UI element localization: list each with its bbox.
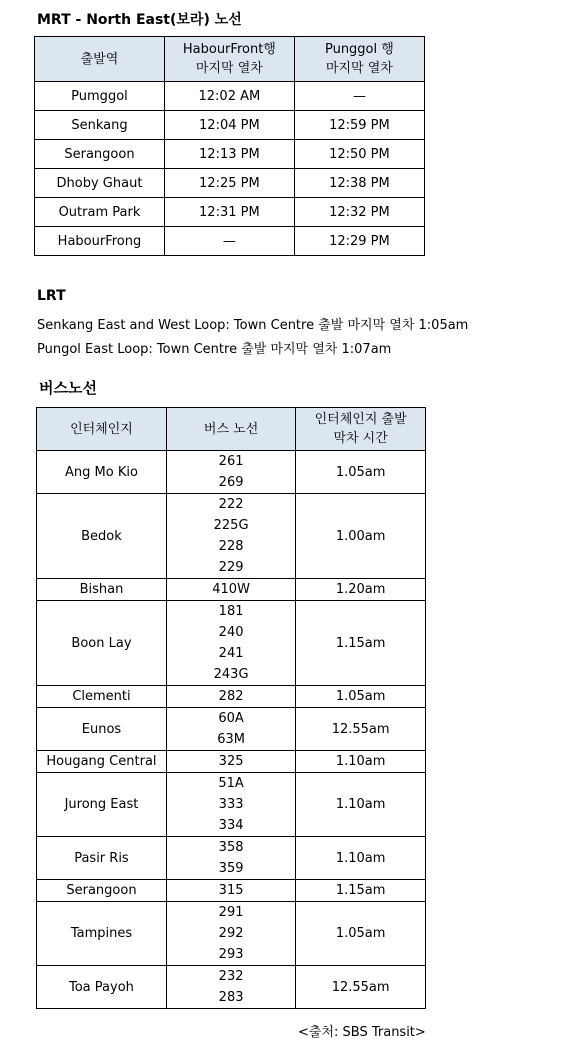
bus-row — [37, 686, 426, 708]
bus-route-number: 358 — [218, 840, 244, 855]
bus-route-number: 241 — [218, 646, 244, 661]
bus-row — [37, 451, 426, 494]
bus-interchange-cell: Pasir Ris — [37, 837, 167, 880]
mrt-header-row — [35, 37, 425, 82]
bus-route-number: 291 — [218, 905, 244, 920]
bus-interchange-cell: Hougang Central — [37, 751, 167, 773]
bus-last-time-cell: 1.00am — [296, 494, 426, 579]
mrt-station-cell: Senkang — [35, 111, 165, 140]
bus-routes-cell — [166, 902, 295, 966]
bus-routes-cell — [166, 880, 295, 902]
bus-route-number: 240 — [218, 625, 244, 640]
mrt-punggol-time-cell: — — [294, 82, 424, 111]
bus-route-number: 181 — [218, 604, 244, 619]
mrt-habourfront-time-cell: 12:02 AM — [164, 82, 294, 111]
bus-interchange-cell: Ang Mo Kio — [37, 451, 167, 494]
bus-route-number: 334 — [218, 818, 244, 833]
mrt-punggol-time-cell: 12:32 PM — [294, 198, 424, 227]
bus-route-number: 325 — [218, 754, 244, 769]
mrt-row — [35, 82, 425, 111]
bus-route-number: 282 — [218, 689, 244, 704]
bus-row — [37, 708, 426, 751]
bus-route-number: 63M — [217, 732, 245, 747]
bus-row — [37, 966, 426, 1009]
mrt-station-cell: Dhoby Ghaut — [35, 169, 165, 198]
bus-header-row — [37, 408, 426, 451]
bus-route-number: 293 — [218, 947, 244, 962]
bus-route-number: 51A — [218, 776, 244, 791]
bus-last-time-cell: 1.05am — [296, 686, 426, 708]
bus-last-time-cell: 12.55am — [296, 708, 426, 751]
bus-route-number: 315 — [218, 883, 244, 898]
bus-last-time-cell: 1.15am — [296, 601, 426, 686]
bus-last-time-cell: 1.10am — [296, 751, 426, 773]
bus-row — [37, 902, 426, 966]
lrt-section-title: LRT — [37, 288, 66, 304]
bus-route-number: 60A — [218, 711, 244, 726]
bus-last-time-cell: 12.55am — [296, 966, 426, 1009]
bus-row — [37, 494, 426, 579]
bus-routes-cell — [166, 708, 295, 751]
bus-route-number: 222 — [218, 497, 244, 512]
bus-interchange-cell: Tampines — [37, 902, 167, 966]
mrt-section-title: MRT - North East(보라) 노선 — [37, 12, 242, 28]
bus-routes-cell — [166, 494, 295, 579]
source-credit: <출처: SBS Transit> — [298, 1025, 426, 1040]
mrt-punggol-time-cell: 12:59 PM — [294, 111, 424, 140]
bus-routes-cell — [166, 601, 295, 686]
mrt-station-cell: Pumggol — [35, 82, 165, 111]
mrt-habourfront-time-cell: 12:31 PM — [164, 198, 294, 227]
mrt-header-habourfront: HabourFront행 마지막 열차 — [164, 37, 294, 82]
bus-routes-cell — [166, 579, 295, 601]
bus-routes-cell — [166, 837, 295, 880]
bus-route-number: 225G — [213, 518, 249, 533]
bus-routes-cell — [166, 686, 295, 708]
bus-route-number: 229 — [218, 560, 244, 575]
lrt-line-2: Pungol East Loop: Town Centre 출발 마지막 열차 1:07am — [37, 342, 392, 357]
mrt-punggol-time-cell: 12:38 PM — [294, 169, 424, 198]
bus-interchange-cell: Serangoon — [37, 880, 167, 902]
mrt-station-cell: HabourFrong — [35, 227, 165, 256]
mrt-habourfront-time-cell: 12:13 PM — [164, 140, 294, 169]
bus-interchange-cell: Eunos — [37, 708, 167, 751]
bus-last-time-cell: 1.10am — [296, 773, 426, 837]
mrt-row — [35, 227, 425, 256]
bus-header-last-time: 인터체인지 출발 막차 시간 — [296, 408, 426, 451]
bus-routes-cell — [166, 966, 295, 1009]
bus-interchange-cell: Toa Payoh — [37, 966, 167, 1009]
bus-interchange-cell: Bedok — [37, 494, 167, 579]
mrt-habourfront-time-cell: — — [164, 227, 294, 256]
mrt-punggol-time-cell: 12:50 PM — [294, 140, 424, 169]
bus-route-number: 269 — [218, 475, 244, 490]
bus-section-title: 버스노선 — [39, 379, 97, 397]
bus-route-number: 359 — [218, 861, 244, 876]
mrt-punggol-time-cell: 12:29 PM — [294, 227, 424, 256]
bus-route-number: 283 — [218, 990, 244, 1005]
bus-route-number: 232 — [218, 969, 244, 984]
mrt-row — [35, 169, 425, 198]
bus-last-service-table — [36, 407, 426, 1009]
bus-last-time-cell: 1.15am — [296, 880, 426, 902]
bus-routes-cell — [166, 451, 295, 494]
bus-route-number: 292 — [218, 926, 244, 941]
bus-interchange-cell: Bishan — [37, 579, 167, 601]
mrt-header-station: 출발역 — [35, 37, 165, 82]
bus-interchange-cell: Jurong East — [37, 773, 167, 837]
bus-interchange-cell: Boon Lay — [37, 601, 167, 686]
bus-last-time-cell: 1.05am — [296, 451, 426, 494]
bus-row — [37, 773, 426, 837]
mrt-row — [35, 111, 425, 140]
mrt-habourfront-time-cell: 12:04 PM — [164, 111, 294, 140]
mrt-station-cell: Serangoon — [35, 140, 165, 169]
bus-route-number: 243G — [213, 667, 249, 682]
bus-last-time-cell: 1.20am — [296, 579, 426, 601]
bus-row — [37, 880, 426, 902]
bus-row — [37, 579, 426, 601]
bus-route-number: 261 — [218, 454, 244, 469]
lrt-line-1: Senkang East and West Loop: Town Centre 출발 마지막 열차 1:05am — [37, 318, 469, 333]
bus-interchange-cell: Clementi — [37, 686, 167, 708]
mrt-last-train-table — [34, 36, 425, 256]
bus-last-time-cell: 1.10am — [296, 837, 426, 880]
bus-last-time-cell: 1.05am — [296, 902, 426, 966]
bus-row — [37, 837, 426, 880]
bus-routes-cell — [166, 773, 295, 837]
bus-route-number: 228 — [218, 539, 244, 554]
bus-row — [37, 601, 426, 686]
mrt-header-punggol: Punggol 행 마지막 열차 — [294, 37, 424, 82]
bus-header-interchange: 인터체인지 — [37, 408, 167, 451]
bus-route-number: 333 — [218, 797, 244, 812]
bus-row — [37, 751, 426, 773]
mrt-habourfront-time-cell: 12:25 PM — [164, 169, 294, 198]
bus-header-routes: 버스 노선 — [166, 408, 295, 451]
bus-route-number: 410W — [212, 582, 250, 597]
bus-routes-cell — [166, 751, 295, 773]
mrt-row — [35, 198, 425, 227]
mrt-row — [35, 140, 425, 169]
mrt-station-cell: Outram Park — [35, 198, 165, 227]
